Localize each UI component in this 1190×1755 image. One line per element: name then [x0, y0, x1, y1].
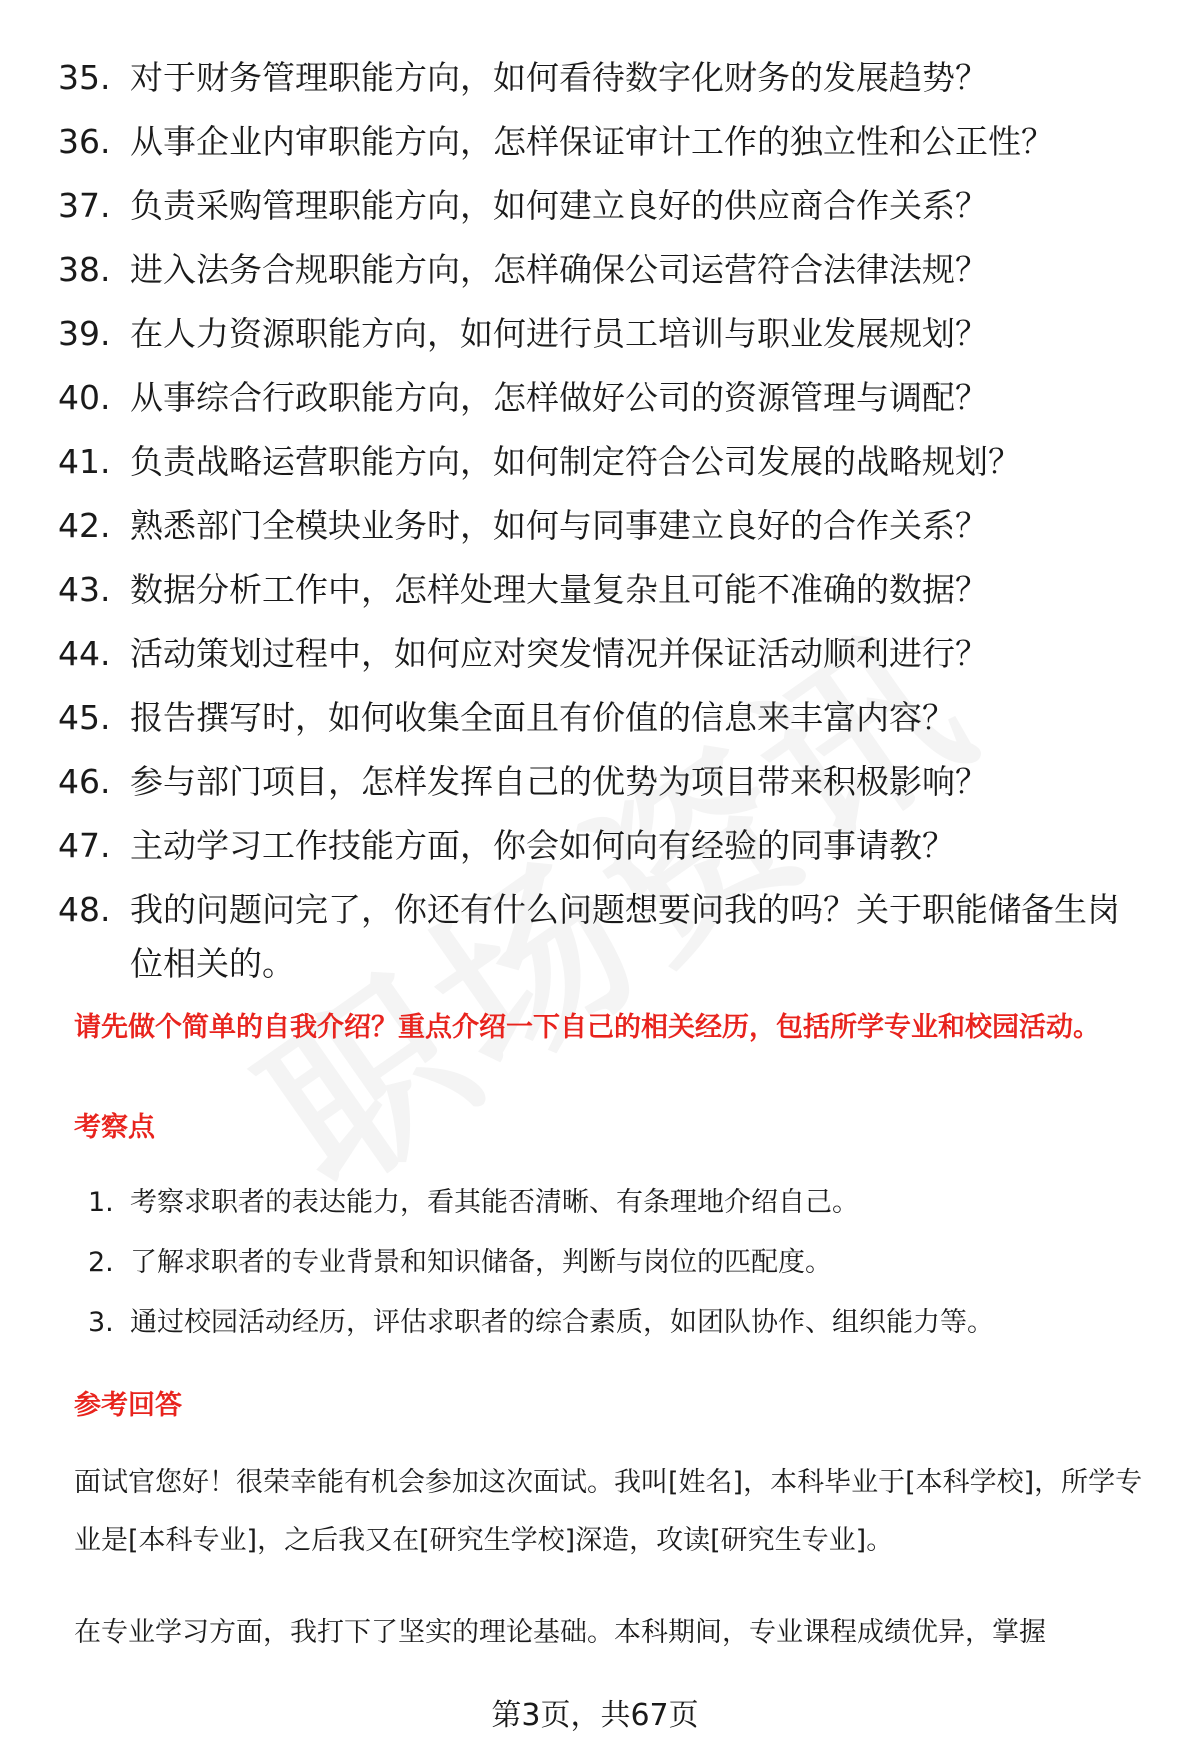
- question-text: 在人力资源职能方向，如何进行员工培训与职业发展规划？: [130, 314, 988, 353]
- question-item: [58, 238, 1148, 302]
- question-item: [58, 46, 1148, 110]
- question-text: 主动学习工作技能方面，你会如何向有经验的同事请教？: [130, 826, 955, 865]
- question-text: 活动策划过程中，如何应对突发情况并保证活动顺利进行？: [130, 634, 988, 673]
- question-list: [58, 46, 1148, 991]
- question-item: [58, 878, 1148, 991]
- answer-paragraph: 在专业学习方面，我打下了坚实的理论基础。本科期间，专业课程成绩优异，掌握: [74, 1617, 1046, 1648]
- question-number: 43.: [58, 570, 111, 609]
- question-number: 42.: [58, 506, 111, 545]
- question-text: 熟悉部门全模块业务时，如何与同事建立良好的合作关系？: [130, 506, 988, 545]
- question-number: 48.: [58, 890, 111, 929]
- question-item: [58, 174, 1148, 238]
- page-footer: 第3页，共67页: [491, 1698, 699, 1733]
- question-item: [58, 366, 1148, 430]
- cankao-heading: 参考回答: [74, 1390, 182, 1421]
- question-item: [58, 110, 1148, 174]
- question-item: [58, 558, 1148, 622]
- question-number: 47.: [58, 826, 111, 865]
- question-item: [58, 622, 1148, 686]
- point-text: 了解求职者的专业背景和知识储备，判断与岗位的匹配度。: [130, 1247, 832, 1278]
- question-number: 36.: [58, 122, 111, 161]
- question-text: 我的问题问完了，你还有什么问题想要问我的吗？关于职能储备生岗位相关的。: [130, 890, 1120, 983]
- point-number: 2.: [88, 1247, 114, 1278]
- kaocha-point: [88, 1233, 1148, 1293]
- question-text: 负责战略运营职能方向，如何制定符合公司发展的战略规划？: [130, 442, 1021, 481]
- kaocha-point: [88, 1293, 1148, 1353]
- question-text: 报告撰写时，如何收集全面且有价值的信息来丰富内容？: [130, 698, 955, 737]
- question-item: [58, 814, 1148, 878]
- question-number: 40.: [58, 378, 111, 417]
- point-text: 通过校园活动经历，评估求职者的综合素质，如团队协作、组织能力等。: [130, 1307, 994, 1338]
- question-text: 从事企业内审职能方向，怎样保证审计工作的独立性和公正性？: [130, 122, 1054, 161]
- kaocha-point: [88, 1173, 1148, 1233]
- interview-question-title: 请先做个简单的自我介绍？重点介绍一下自己的相关经历，包括所学专业和校园活动。: [74, 1012, 1100, 1043]
- question-item: [58, 430, 1148, 494]
- question-number: 37.: [58, 186, 111, 225]
- question-item: [58, 494, 1148, 558]
- point-number: 3.: [88, 1307, 114, 1338]
- question-text: 进入法务合规职能方向，怎样确保公司运营符合法律法规？: [130, 250, 988, 289]
- point-text: 考察求职者的表达能力，看其能否清晰、有条理地介绍自己。: [130, 1187, 859, 1218]
- kaocha-heading: 考察点: [74, 1112, 155, 1143]
- answer-paragraph: 面试官您好！很荣幸能有机会参加这次面试。我叫[姓名]，本科毕业于[本科学校]，所学专业是[本科专业]，之后我又在[研究生学校]深造，攻读[研究生专业]。: [74, 1467, 1143, 1556]
- question-number: 46.: [58, 762, 111, 801]
- question-number: 41.: [58, 442, 111, 481]
- question-item: [58, 302, 1148, 366]
- question-number: 35.: [58, 58, 111, 97]
- question-text: 参与部门项目，怎样发挥自己的优势为项目带来积极影响？: [130, 762, 988, 801]
- question-text: 数据分析工作中，怎样处理大量复杂且可能不准确的数据？: [130, 570, 988, 609]
- kaocha-point-list: [88, 1173, 1148, 1353]
- question-item: [58, 686, 1148, 750]
- question-text: 从事综合行政职能方向，怎样做好公司的资源管理与调配？: [130, 378, 988, 417]
- question-number: 39.: [58, 314, 111, 353]
- question-item: [58, 750, 1148, 814]
- question-number: 45.: [58, 698, 111, 737]
- point-number: 1.: [88, 1187, 114, 1218]
- question-text: 对于财务管理职能方向，如何看待数字化财务的发展趋势？: [130, 58, 988, 97]
- question-number: 44.: [58, 634, 111, 673]
- question-number: 38.: [58, 250, 111, 289]
- question-text: 负责采购管理职能方向，如何建立良好的供应商合作关系？: [130, 186, 988, 225]
